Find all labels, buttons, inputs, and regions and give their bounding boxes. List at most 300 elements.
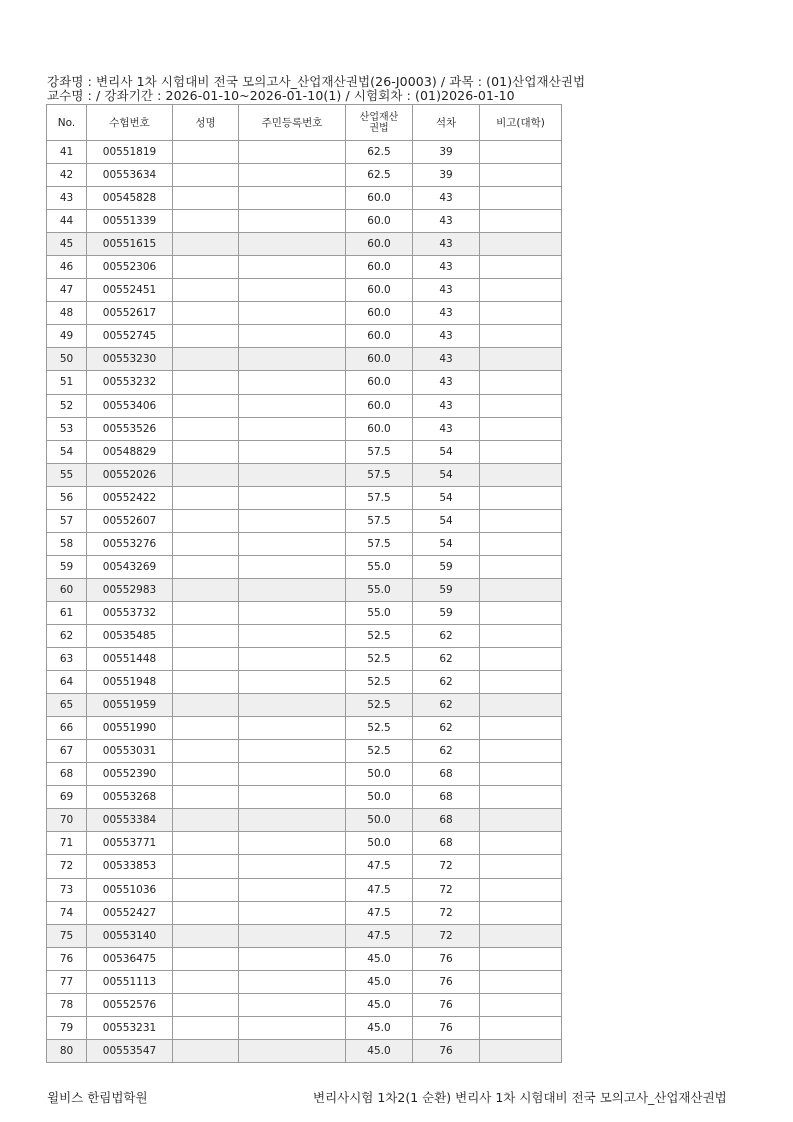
cell-resident-number (239, 924, 346, 947)
cell-rank: 68 (413, 809, 480, 832)
cell-exam-number: 00553140 (87, 924, 173, 947)
table-row (47, 578, 562, 601)
table-row (47, 325, 562, 348)
cell-score: 57.5 (346, 486, 413, 509)
cell-resident-number (239, 993, 346, 1016)
cell-remarks (480, 763, 562, 786)
table-row (47, 463, 562, 486)
cell-exam-number: 00553031 (87, 740, 173, 763)
cell-rank: 68 (413, 763, 480, 786)
cell-score: 47.5 (346, 878, 413, 901)
cell-name (173, 832, 239, 855)
cell-remarks (480, 256, 562, 279)
cell-no: 44 (47, 210, 87, 233)
cell-rank: 76 (413, 970, 480, 993)
cell-exam-number: 00551448 (87, 648, 173, 671)
cell-resident-number (239, 486, 346, 509)
cell-no: 73 (47, 878, 87, 901)
cell-resident-number (239, 694, 346, 717)
cell-remarks (480, 302, 562, 325)
cell-name (173, 325, 239, 348)
cell-no: 62 (47, 624, 87, 647)
cell-rank: 43 (413, 279, 480, 302)
cell-rank: 54 (413, 509, 480, 532)
table-row (47, 210, 562, 233)
cell-exam-number: 00551615 (87, 233, 173, 256)
col-header-exam-number: 수험번호 (87, 105, 173, 141)
table-row (47, 993, 562, 1016)
cell-name (173, 578, 239, 601)
footer-academy-name: 윌비스 한림법학원 (47, 1090, 148, 1105)
cell-remarks (480, 717, 562, 740)
cell-resident-number (239, 164, 346, 187)
cell-remarks (480, 325, 562, 348)
cell-rank: 72 (413, 878, 480, 901)
cell-resident-number (239, 1039, 346, 1062)
cell-no: 55 (47, 463, 87, 486)
cell-no: 59 (47, 555, 87, 578)
cell-no: 43 (47, 187, 87, 210)
cell-remarks (480, 671, 562, 694)
cell-rank: 76 (413, 1039, 480, 1062)
cell-name (173, 164, 239, 187)
cell-resident-number (239, 555, 346, 578)
cell-exam-number: 00552390 (87, 763, 173, 786)
cell-remarks (480, 371, 562, 394)
cell-exam-number: 00552576 (87, 993, 173, 1016)
cell-resident-number (239, 901, 346, 924)
cell-exam-number: 00552026 (87, 463, 173, 486)
cell-no: 79 (47, 1016, 87, 1039)
cell-score: 60.0 (346, 256, 413, 279)
cell-remarks (480, 1016, 562, 1039)
cell-no: 50 (47, 348, 87, 371)
cell-name (173, 348, 239, 371)
cell-name (173, 970, 239, 993)
cell-remarks (480, 509, 562, 532)
cell-rank: 72 (413, 924, 480, 947)
cell-rank: 43 (413, 325, 480, 348)
cell-resident-number (239, 463, 346, 486)
table-row (47, 1016, 562, 1039)
cell-remarks (480, 141, 562, 164)
cell-no: 54 (47, 440, 87, 463)
cell-remarks (480, 233, 562, 256)
cell-name (173, 601, 239, 624)
cell-exam-number: 00548829 (87, 440, 173, 463)
cell-rank: 68 (413, 786, 480, 809)
table-row (47, 187, 562, 210)
cell-remarks (480, 970, 562, 993)
cell-score: 60.0 (346, 233, 413, 256)
table-row (47, 970, 562, 993)
cell-resident-number (239, 970, 346, 993)
cell-score: 60.0 (346, 325, 413, 348)
cell-score: 45.0 (346, 993, 413, 1016)
cell-score: 60.0 (346, 187, 413, 210)
cell-no: 76 (47, 947, 87, 970)
cell-exam-number: 00552422 (87, 486, 173, 509)
cell-score: 45.0 (346, 970, 413, 993)
table-row (47, 740, 562, 763)
cell-exam-number: 00552745 (87, 325, 173, 348)
cell-rank: 43 (413, 233, 480, 256)
cell-score: 57.5 (346, 509, 413, 532)
table-row (47, 440, 562, 463)
cell-remarks (480, 578, 562, 601)
cell-exam-number: 00545828 (87, 187, 173, 210)
cell-resident-number (239, 1016, 346, 1039)
cell-no: 71 (47, 832, 87, 855)
cell-score: 57.5 (346, 440, 413, 463)
table-row (47, 648, 562, 671)
cell-remarks (480, 486, 562, 509)
cell-exam-number: 00551113 (87, 970, 173, 993)
table-row (47, 302, 562, 325)
cell-score: 45.0 (346, 1039, 413, 1062)
cell-score: 60.0 (346, 371, 413, 394)
cell-exam-number: 00551036 (87, 878, 173, 901)
cell-exam-number: 00553231 (87, 1016, 173, 1039)
cell-no: 49 (47, 325, 87, 348)
cell-resident-number (239, 832, 346, 855)
cell-no: 45 (47, 233, 87, 256)
cell-no: 52 (47, 394, 87, 417)
cell-no: 53 (47, 417, 87, 440)
cell-score: 52.5 (346, 671, 413, 694)
cell-name (173, 279, 239, 302)
cell-resident-number (239, 624, 346, 647)
cell-resident-number (239, 187, 346, 210)
table-row (47, 763, 562, 786)
cell-name (173, 486, 239, 509)
col-header-name: 성명 (173, 105, 239, 141)
cell-exam-number: 00543269 (87, 555, 173, 578)
cell-name (173, 901, 239, 924)
cell-resident-number (239, 210, 346, 233)
cell-score: 50.0 (346, 809, 413, 832)
cell-rank: 72 (413, 901, 480, 924)
table-row (47, 417, 562, 440)
cell-rank: 43 (413, 371, 480, 394)
cell-remarks (480, 164, 562, 187)
table-row (47, 809, 562, 832)
cell-remarks (480, 440, 562, 463)
cell-name (173, 463, 239, 486)
cell-name (173, 671, 239, 694)
cell-remarks (480, 394, 562, 417)
cell-resident-number (239, 141, 346, 164)
cell-name (173, 993, 239, 1016)
table-row (47, 509, 562, 532)
cell-score: 45.0 (346, 947, 413, 970)
cell-name (173, 417, 239, 440)
cell-remarks (480, 348, 562, 371)
cell-remarks (480, 901, 562, 924)
cell-score: 57.5 (346, 463, 413, 486)
cell-resident-number (239, 394, 346, 417)
cell-no: 72 (47, 855, 87, 878)
cell-exam-number: 00553732 (87, 601, 173, 624)
cell-name (173, 302, 239, 325)
cell-exam-number: 00551948 (87, 671, 173, 694)
cell-score: 60.0 (346, 417, 413, 440)
cell-remarks (480, 786, 562, 809)
cell-rank: 62 (413, 717, 480, 740)
cell-rank: 39 (413, 164, 480, 187)
cell-resident-number (239, 855, 346, 878)
table-row (47, 947, 562, 970)
cell-exam-number: 00553771 (87, 832, 173, 855)
cell-exam-number: 00551990 (87, 717, 173, 740)
cell-exam-number: 00553526 (87, 417, 173, 440)
cell-score: 57.5 (346, 532, 413, 555)
cell-resident-number (239, 671, 346, 694)
cell-score: 47.5 (346, 901, 413, 924)
table-row (47, 924, 562, 947)
cell-rank: 59 (413, 578, 480, 601)
cell-name (173, 1016, 239, 1039)
cell-no: 74 (47, 901, 87, 924)
cell-score: 52.5 (346, 740, 413, 763)
table-row (47, 371, 562, 394)
cell-remarks (480, 555, 562, 578)
cell-rank: 76 (413, 1016, 480, 1039)
cell-no: 60 (47, 578, 87, 601)
cell-no: 61 (47, 601, 87, 624)
cell-exam-number: 00552617 (87, 302, 173, 325)
cell-resident-number (239, 717, 346, 740)
table-row (47, 671, 562, 694)
cell-rank: 54 (413, 440, 480, 463)
cell-rank: 76 (413, 993, 480, 1016)
cell-exam-number: 00553232 (87, 371, 173, 394)
cell-rank: 62 (413, 648, 480, 671)
cell-exam-number: 00552427 (87, 901, 173, 924)
cell-exam-number: 00551339 (87, 210, 173, 233)
cell-rank: 43 (413, 210, 480, 233)
table-row (47, 786, 562, 809)
cell-score: 52.5 (346, 648, 413, 671)
cell-resident-number (239, 417, 346, 440)
cell-score: 62.5 (346, 141, 413, 164)
cell-rank: 59 (413, 601, 480, 624)
cell-resident-number (239, 947, 346, 970)
cell-score: 50.0 (346, 763, 413, 786)
table-row (47, 348, 562, 371)
cell-remarks (480, 210, 562, 233)
table-row (47, 555, 562, 578)
cell-score: 55.0 (346, 555, 413, 578)
cell-remarks (480, 832, 562, 855)
cell-no: 78 (47, 993, 87, 1016)
cell-resident-number (239, 440, 346, 463)
cell-no: 65 (47, 694, 87, 717)
table-row (47, 832, 562, 855)
cell-rank: 59 (413, 555, 480, 578)
cell-name (173, 809, 239, 832)
cell-remarks (480, 993, 562, 1016)
cell-remarks (480, 740, 562, 763)
cell-name (173, 786, 239, 809)
cell-name (173, 740, 239, 763)
cell-score: 52.5 (346, 694, 413, 717)
cell-remarks (480, 855, 562, 878)
cell-exam-number: 00552983 (87, 578, 173, 601)
cell-rank: 54 (413, 532, 480, 555)
cell-rank: 43 (413, 417, 480, 440)
cell-no: 56 (47, 486, 87, 509)
cell-rank: 62 (413, 624, 480, 647)
cell-no: 48 (47, 302, 87, 325)
col-header-subject-score-label: 산업재산권법 (359, 111, 399, 134)
cell-no: 51 (47, 371, 87, 394)
cell-score: 60.0 (346, 348, 413, 371)
table-row (47, 394, 562, 417)
cell-remarks (480, 187, 562, 210)
footer-exam-title: 변리사시험 1차2(1 순환) 변리사 1차 시험대비 전국 모의고사_산업재산권법 (313, 1090, 727, 1105)
cell-no: 46 (47, 256, 87, 279)
cell-resident-number (239, 786, 346, 809)
cell-exam-number: 00553384 (87, 809, 173, 832)
cell-exam-number: 00553547 (87, 1039, 173, 1062)
cell-score: 55.0 (346, 578, 413, 601)
table-row (47, 532, 562, 555)
cell-resident-number (239, 302, 346, 325)
cell-name (173, 763, 239, 786)
col-header-resident-number: 주민등록번호 (239, 105, 346, 141)
cell-name (173, 947, 239, 970)
cell-no: 70 (47, 809, 87, 832)
cell-remarks (480, 279, 562, 302)
cell-rank: 68 (413, 832, 480, 855)
table-row (47, 233, 562, 256)
cell-exam-number: 00551819 (87, 141, 173, 164)
cell-remarks (480, 601, 562, 624)
table-row (47, 855, 562, 878)
cell-name (173, 141, 239, 164)
cell-remarks (480, 694, 562, 717)
cell-remarks (480, 809, 562, 832)
cell-exam-number: 00552451 (87, 279, 173, 302)
cell-name (173, 878, 239, 901)
cell-score: 62.5 (346, 164, 413, 187)
cell-resident-number (239, 279, 346, 302)
col-header-subject-score (346, 105, 413, 141)
table-row (47, 279, 562, 302)
cell-name (173, 555, 239, 578)
cell-name (173, 717, 239, 740)
cell-exam-number: 00553276 (87, 532, 173, 555)
cell-score: 60.0 (346, 210, 413, 233)
cell-remarks (480, 417, 562, 440)
cell-remarks (480, 624, 562, 647)
cell-no: 64 (47, 671, 87, 694)
cell-name (173, 187, 239, 210)
cell-name (173, 210, 239, 233)
cell-name (173, 440, 239, 463)
cell-resident-number (239, 233, 346, 256)
course-info-line: 강좌명 : 변리사 1차 시험대비 전국 모의고사_산업재산권법(26-J0003) / 과목 : (01)산업재산권법 (47, 74, 586, 89)
cell-resident-number (239, 763, 346, 786)
cell-name (173, 648, 239, 671)
cell-score: 52.5 (346, 717, 413, 740)
instructor-period-line: 교수명 : / 강좌기간 : 2026-01-10~2026-01-10(1) / 시험회차 : (01)2026-01-10 (47, 88, 515, 103)
cell-no: 42 (47, 164, 87, 187)
table-row (47, 901, 562, 924)
cell-resident-number (239, 348, 346, 371)
cell-no: 75 (47, 924, 87, 947)
cell-rank: 43 (413, 187, 480, 210)
cell-name (173, 624, 239, 647)
cell-remarks (480, 947, 562, 970)
cell-rank: 39 (413, 141, 480, 164)
cell-exam-number: 00552607 (87, 509, 173, 532)
cell-name (173, 256, 239, 279)
cell-resident-number (239, 371, 346, 394)
table-row (47, 624, 562, 647)
cell-remarks (480, 648, 562, 671)
cell-score: 55.0 (346, 601, 413, 624)
cell-score: 52.5 (346, 624, 413, 647)
cell-score: 50.0 (346, 786, 413, 809)
cell-rank: 72 (413, 855, 480, 878)
cell-rank: 54 (413, 486, 480, 509)
cell-score: 50.0 (346, 832, 413, 855)
cell-exam-number: 00553268 (87, 786, 173, 809)
cell-name (173, 1039, 239, 1062)
cell-exam-number: 00553406 (87, 394, 173, 417)
table-row (47, 141, 562, 164)
table-row (47, 694, 562, 717)
cell-resident-number (239, 740, 346, 763)
cell-no: 69 (47, 786, 87, 809)
cell-no: 58 (47, 532, 87, 555)
cell-remarks (480, 532, 562, 555)
cell-resident-number (239, 601, 346, 624)
table-row (47, 486, 562, 509)
cell-resident-number (239, 578, 346, 601)
col-header-remarks: 비고(대학) (480, 105, 562, 141)
cell-exam-number: 00553230 (87, 348, 173, 371)
table-row (47, 256, 562, 279)
cell-rank: 76 (413, 947, 480, 970)
cell-resident-number (239, 325, 346, 348)
cell-name (173, 855, 239, 878)
cell-exam-number: 00535485 (87, 624, 173, 647)
cell-no: 80 (47, 1039, 87, 1062)
cell-no: 41 (47, 141, 87, 164)
cell-remarks (480, 924, 562, 947)
cell-name (173, 394, 239, 417)
table-row (47, 164, 562, 187)
cell-score: 60.0 (346, 302, 413, 325)
cell-name (173, 924, 239, 947)
col-header-no: No. (47, 105, 87, 141)
cell-name (173, 233, 239, 256)
cell-no: 67 (47, 740, 87, 763)
cell-no: 77 (47, 970, 87, 993)
cell-rank: 62 (413, 671, 480, 694)
cell-rank: 62 (413, 694, 480, 717)
cell-score: 47.5 (346, 855, 413, 878)
cell-name (173, 509, 239, 532)
cell-no: 68 (47, 763, 87, 786)
cell-rank: 43 (413, 302, 480, 325)
cell-remarks (480, 1039, 562, 1062)
cell-exam-number: 00533853 (87, 855, 173, 878)
cell-score: 47.5 (346, 924, 413, 947)
